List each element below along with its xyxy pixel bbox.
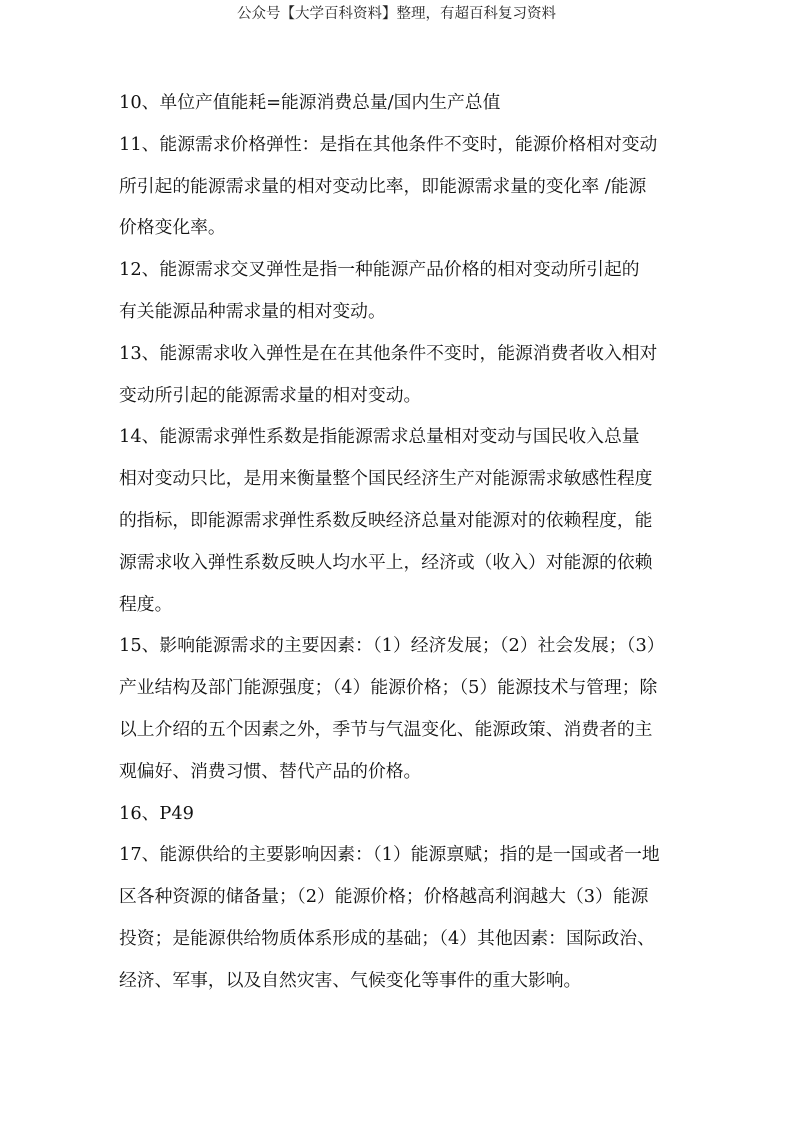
text-line: 以上介绍的五个因素之外，季节与气温变化、能源政策、消费者的主 <box>119 718 653 740</box>
text-line: 相对变动只比，是用来衡量整个国民经济生产对能源需求敏感性程度 <box>119 468 653 490</box>
text-line: 程度。 <box>119 593 173 615</box>
text-line: 17、能源供给的主要影响因素：（1）能源禀赋；指的是一国或者一地 <box>119 844 660 866</box>
text-line: 14、能源需求弹性系数是指能源需求总量相对变动与国民收入总量 <box>119 426 640 448</box>
text-line: 有关能源品种需求量的相对变动。 <box>119 300 386 322</box>
text-line: 10、单位产值能耗=能源消费总量/国内生产总值 <box>119 92 501 113</box>
text-line: 观偏好、消费习惯、替代产品的价格。 <box>119 760 422 782</box>
text-line: 的指标，即能源需求弹性系数反映经济总量对能源对的依赖程度，能 <box>119 509 653 531</box>
text-line: 15、影响能源需求的主要因素：（1）经济发展；（2）社会发展；（3） <box>119 635 665 657</box>
text-line: 源需求收入弹性系数反映人均水平上，经济或（收入）对能源的依赖 <box>119 551 653 573</box>
document-body <box>119 82 694 1002</box>
text-line: 价格变化率。 <box>119 217 226 239</box>
text-line: 区各种资源的储备量；（2）能源价格；价格越高利润越大（3）能源 <box>119 886 649 908</box>
text-line: 变动所引起的能源需求量的相对变动。 <box>119 384 422 406</box>
text-line: 13、能源需求收入弹性是在在其他条件不变时，能源消费者收入相对 <box>119 342 658 364</box>
text-line: 12、能源需求交叉弹性是指一种能源产品价格的相对变动所引起的 <box>119 259 640 281</box>
text-line: 经济、军事，以及自然灾害、气候变化等事件的重大影响。 <box>119 969 582 991</box>
page-header: 公众号【大学百科资料】整理，有超百科复习资料 <box>237 6 556 22</box>
text-line: 投资；是能源供给物质体系形成的基础；（4）其他因素：国际政治、 <box>119 927 655 949</box>
text-line: 产业结构及部门能源强度；（4）能源价格；（5）能源技术与管理；除 <box>119 677 658 699</box>
text-line: 16、P49 <box>119 802 194 824</box>
text-line: 所引起的能源需求量的相对变动比率，即能源需求量的变化率 /能源 <box>119 175 647 197</box>
text-line: 11、能源需求价格弹性：是指在其他条件不变时，能源价格相对变动 <box>119 133 658 155</box>
